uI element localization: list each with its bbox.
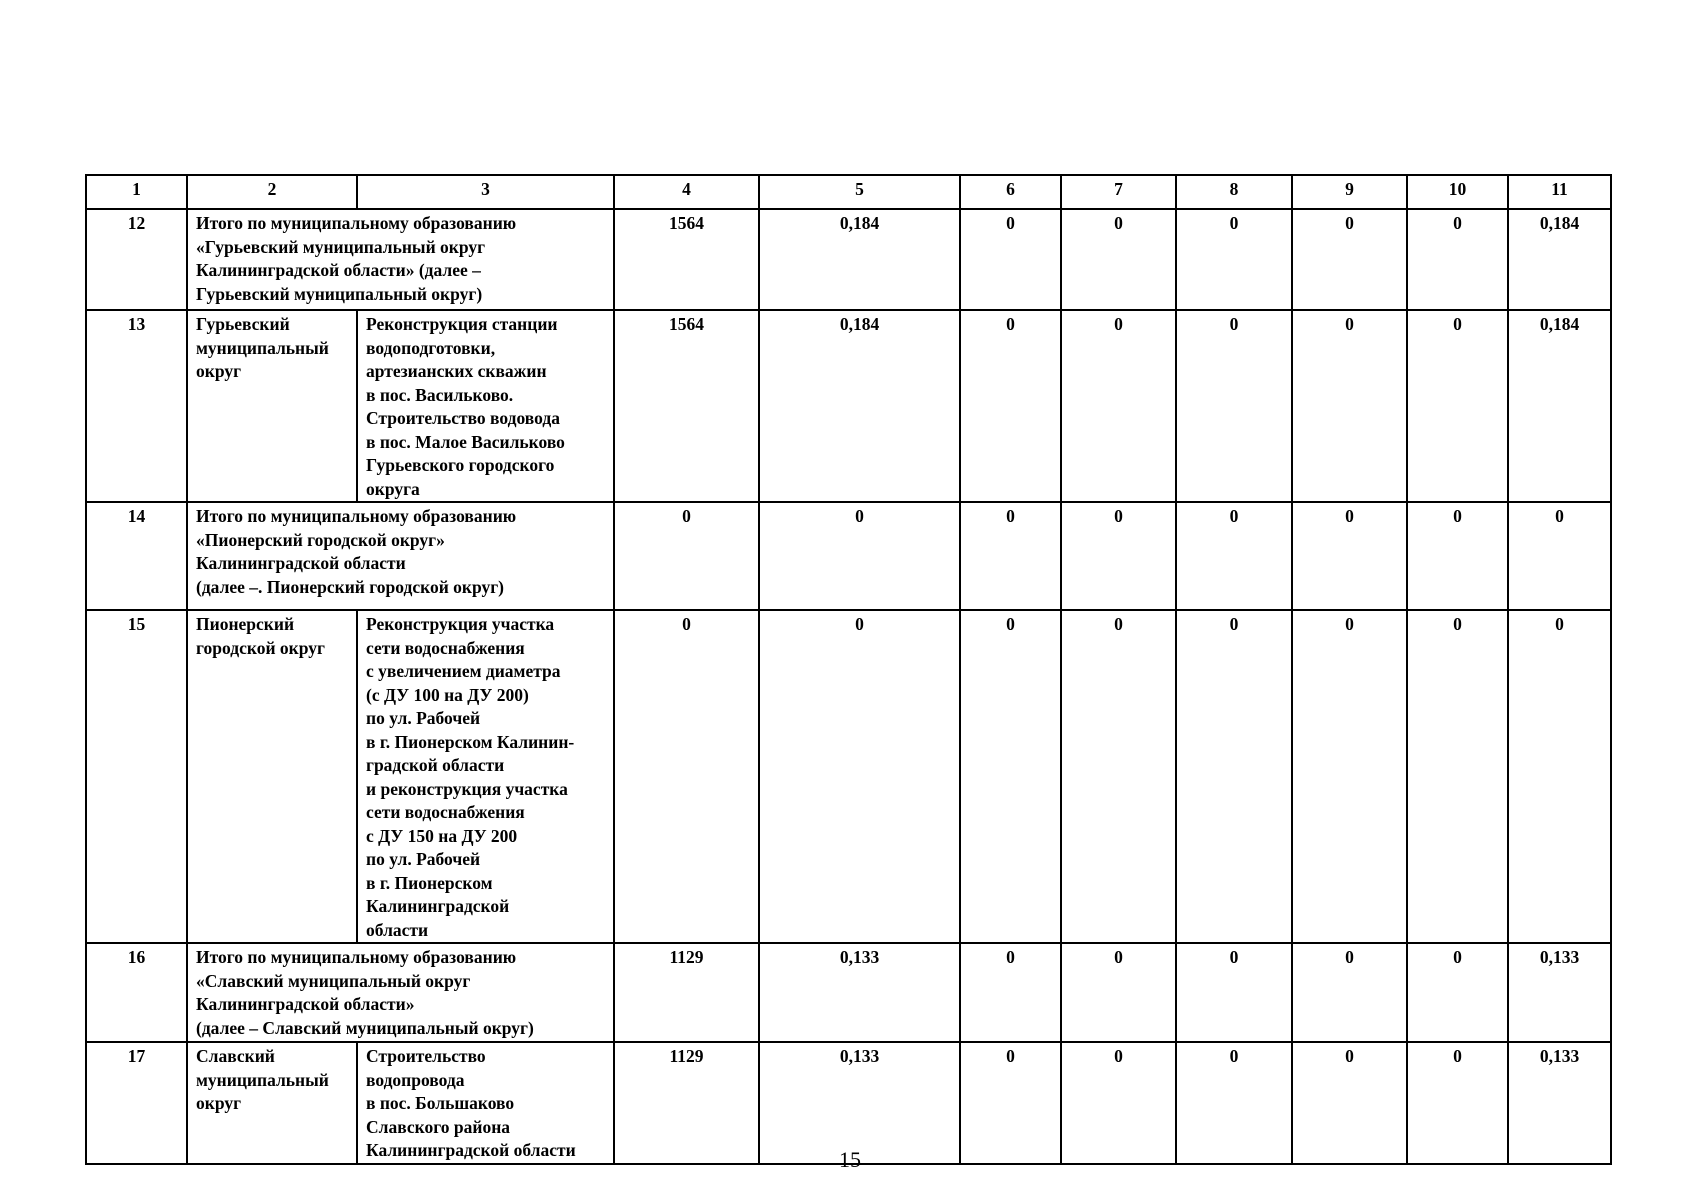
header-cell: 2 [187,175,357,209]
value-cell: 0 [1176,610,1292,943]
table-row [86,943,1611,1042]
municipality-name: Гурьевский муниципальный округ [187,310,357,502]
value-cell: 0,184 [759,310,960,502]
value-cell: 0 [1176,209,1292,310]
value-cell: 0,184 [1508,209,1611,310]
value-cell: 0 [1292,310,1407,502]
value-cell: 0 [1508,610,1611,943]
row-total-label: Итого по муниципальному образованию «Пионерский городской округ» Калининградской области (далее –. Пионерский городской округ) [187,502,614,610]
value-cell: 0,133 [759,943,960,1042]
value-cell: 0 [1061,1042,1176,1164]
value-cell: 0 [1292,209,1407,310]
value-cell: 0 [1061,209,1176,310]
value-cell: 0 [1407,1042,1508,1164]
table-row [86,209,1611,310]
row-total-label: Итого по муниципальному образованию «Гурьевский муниципальный округ Калининградской области» (далее – Гурьевский муниципальный округ) [187,209,614,310]
project-description: Реконструкция станции водоподготовки, артезианских скважин в пос. Васильково. Строительство водовода в пос. Малое Васильково Гурьевского городского округа [357,310,614,502]
value-cell: 0 [614,610,759,943]
value-cell: 0 [1176,1042,1292,1164]
value-cell: 0 [1407,502,1508,610]
value-cell: 0 [960,1042,1061,1164]
table-row [86,310,1611,502]
value-cell: 0 [1407,209,1508,310]
value-cell: 0 [960,502,1061,610]
row-number: 13 [86,310,187,502]
page-number: 15 [839,1147,861,1172]
row-number: 16 [86,943,187,1042]
project-description: Реконструкция участка сети водоснабжения с увеличением диаметра (с ДУ 100 на ДУ 200) по ул. Рабочей в г. Пионерском Калинин- градской области и реконструкция участка сети водоснабжения с ДУ 150 на ДУ 200 по ул. Рабочей в г. Пионерском Калининградской области [357,610,614,943]
row-number: 17 [86,1042,187,1164]
header-cell: 11 [1508,175,1611,209]
value-cell: 0 [1061,502,1176,610]
header-cell: 5 [759,175,960,209]
value-cell: 0 [1292,1042,1407,1164]
row-number: 14 [86,502,187,610]
value-cell: 0 [1061,310,1176,502]
value-cell: 0 [960,209,1061,310]
value-cell: 0 [1061,610,1176,943]
row-number: 12 [86,209,187,310]
value-cell: 0 [1176,502,1292,610]
header-cell: 7 [1061,175,1176,209]
value-cell: 0,184 [1508,310,1611,502]
value-cell: 1129 [614,943,759,1042]
value-cell: 0 [1292,502,1407,610]
municipality-name: Славский муниципальный округ [187,1042,357,1164]
value-cell: 0,184 [759,209,960,310]
header-cell: 3 [357,175,614,209]
value-cell: 0 [614,502,759,610]
value-cell: 0 [1176,943,1292,1042]
table-row [86,1042,1611,1164]
value-cell: 1129 [614,1042,759,1164]
value-cell: 1564 [614,310,759,502]
value-cell: 0,133 [1508,943,1611,1042]
value-cell: 0 [960,310,1061,502]
project-description: Строительство водопровода в пос. Большаково Славского района Калининградской области [357,1042,614,1164]
municipality-name: Пионерский городской округ [187,610,357,943]
value-cell: 0,133 [759,1042,960,1164]
header-cell: 4 [614,175,759,209]
table-row [86,610,1611,943]
value-cell: 0 [960,943,1061,1042]
value-cell: 0 [960,610,1061,943]
value-cell: 0 [1407,610,1508,943]
value-cell: 0 [1508,502,1611,610]
header-cell: 10 [1407,175,1508,209]
value-cell: 0 [1407,310,1508,502]
value-cell: 0 [759,610,960,943]
row-number: 15 [86,610,187,943]
value-cell: 0,133 [1508,1042,1611,1164]
header-cell: 6 [960,175,1061,209]
value-cell: 0 [1292,943,1407,1042]
header-cell: 8 [1176,175,1292,209]
value-cell: 0 [1061,943,1176,1042]
value-cell: 0 [759,502,960,610]
value-cell: 0 [1292,610,1407,943]
table-row [86,502,1611,610]
value-cell: 0 [1407,943,1508,1042]
data-table [85,174,1612,1165]
header-cell: 9 [1292,175,1407,209]
value-cell: 0 [1176,310,1292,502]
header-cell: 1 [86,175,187,209]
row-total-label: Итого по муниципальному образованию «Славский муниципальный округ Калининградской области» (далее – Славский муниципальный округ) [187,943,614,1042]
header-row [86,175,1611,209]
value-cell: 1564 [614,209,759,310]
